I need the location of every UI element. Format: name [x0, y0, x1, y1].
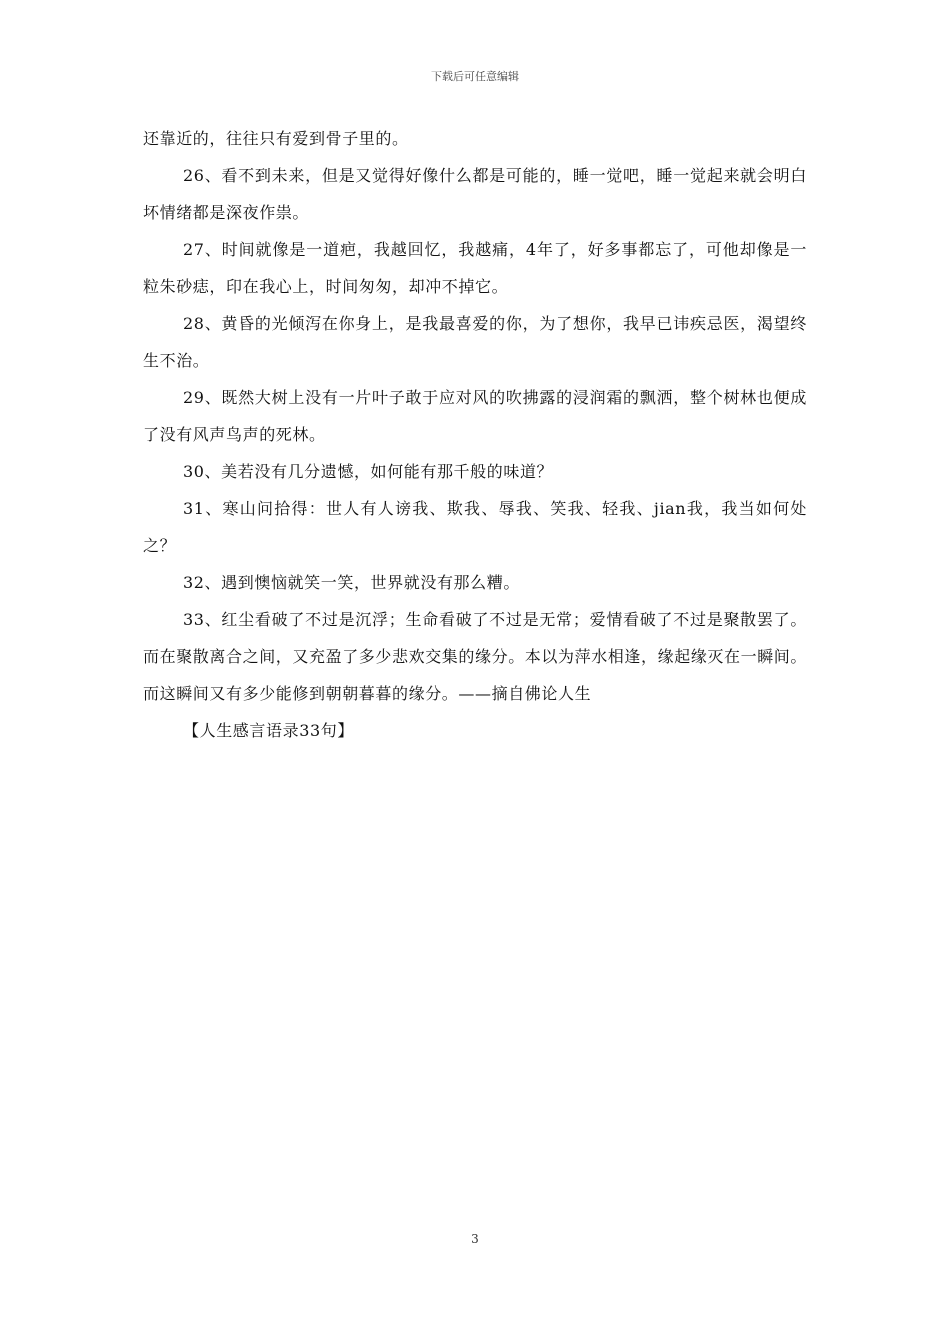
paragraph-26: 26、看不到未来，但是又觉得好像什么都是可能的，睡一觉吧，睡一觉起来就会明白坏情绪都是深夜作祟。 [143, 166, 807, 222]
document-body [143, 120, 807, 749]
paragraph-28: 28、黄昏的光倾泻在你身上，是我最喜爱的你，为了想你，我早已讳疾忌医，渴望终生不治。 [143, 314, 807, 370]
paragraph-30: 30、美若没有几分遗憾，如何能有那千般的味道？ [183, 462, 554, 481]
section-title: 【人生感言语录33句】 [183, 721, 354, 740]
paragraph-31: 31、寒山问拾得：世人有人谤我、欺我、辱我、笑我、轻我、jian我，我当如何处之？ [143, 499, 807, 555]
paragraph-27: 27、时间就像是一道疤，我越回忆，我越痛，4年了，好多事都忘了，可他却像是一粒朱砂痣，印在我心上，时间匆匆，却冲不掉它。 [143, 240, 807, 296]
page-number: 3 [471, 1232, 479, 1246]
paragraph-continuation: 还靠近的，往往只有爱到骨子里的。 [143, 129, 409, 148]
paragraph-29: 29、既然大树上没有一片叶子敢于应对风的吹拂露的浸润霜的飘洒，整个树林也便成了没有风声鸟声的死林。 [143, 388, 807, 444]
paragraph-32: 32、遇到懊恼就笑一笑，世界就没有那么糟。 [183, 573, 520, 592]
paragraph-33: 33、红尘看破了不过是沉浮；生命看破了不过是无常；爱情看破了不过是聚散罢了。而在聚散离合之间，又充盈了多少悲欢交集的缘分。本以为萍水相逢，缘起缘灭在一瞬间。而这瞬间又有多少能修到朝朝暮暮的缘分。——摘自佛论人生 [143, 610, 808, 703]
page-header: 下载后可任意编辑 [431, 70, 519, 83]
